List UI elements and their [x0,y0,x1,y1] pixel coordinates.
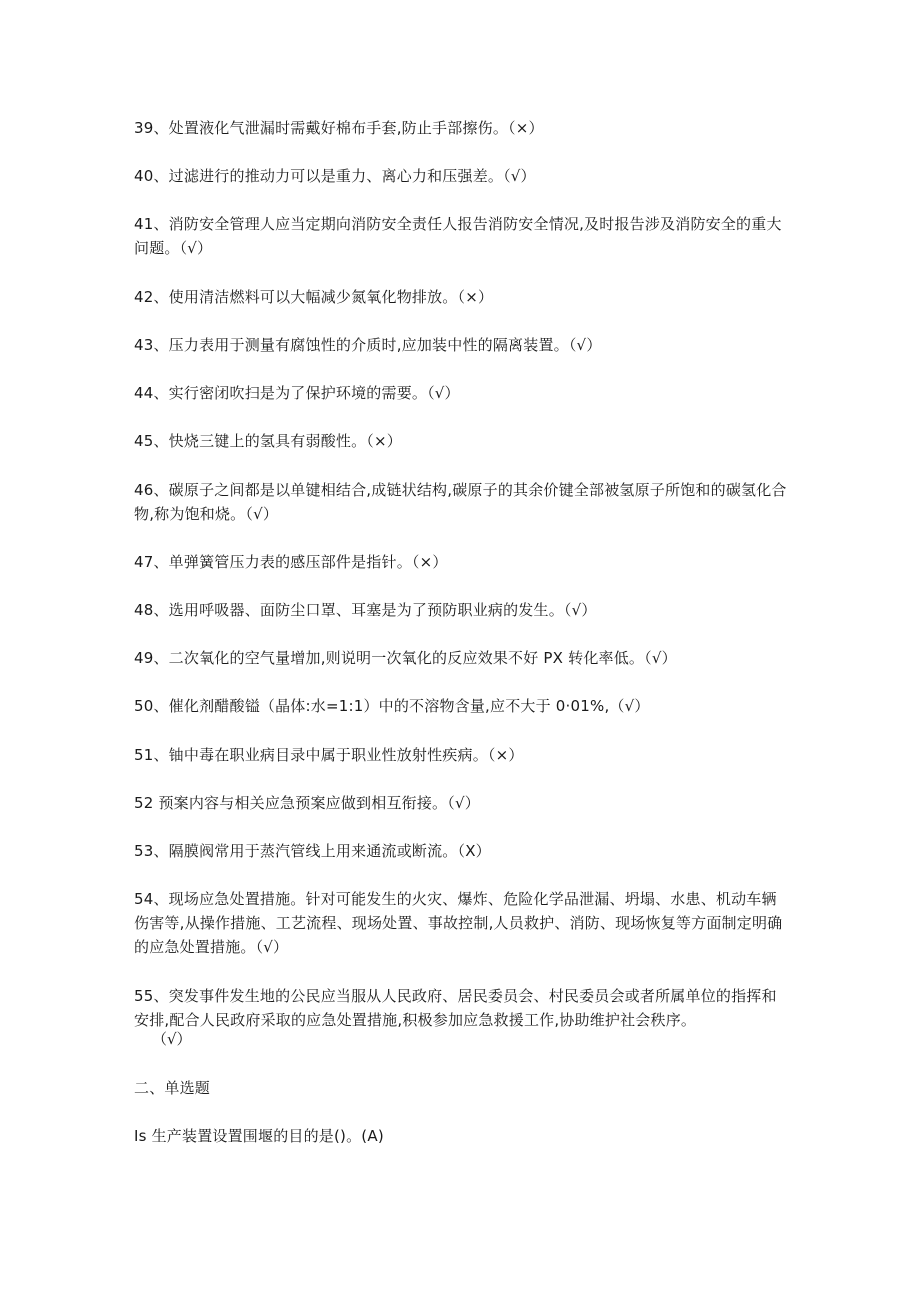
section-title: 二、单选题 [134,1079,211,1097]
question-43: 43、压力表用于测量有腐蚀性的介质时,应加装中性的隔离装置。（√） [134,336,602,354]
question-50: 50、催化剂醋酸镒（晶体:水=1:1）中的不溶物含量,应不大于 0·01%,（√） [134,697,650,715]
question-54-line-3: 的应急处置措施。（√） [134,938,289,956]
question-47: 47、单弹簧管压力表的感压部件是指针。（×） [134,553,448,571]
question-55-line-1: 55、突发事件发生地的公民应当服从人民政府、居民委员会、村民委员会或者所属单位的指挥和 [134,987,777,1005]
question-46-line-1: 46、碳原子之间都是以单键相结合,成链状结构,碳原子的其余价键全部被氢原子所饱和的碳氢化合 [134,481,787,499]
question-44: 44、实行密闭吹扫是为了保护环境的需要。（√） [134,384,460,402]
question-45: 45、快烧三键上的氢具有弱酸性。（×） [134,432,402,450]
question-41-line-2: 问题。（√） [134,239,213,257]
question-48: 48、选用呼吸器、面防尘口罩、耳塞是为了预防职业病的发生。（√） [134,601,597,619]
question-46-line-2: 物,称为饱和烧。（√） [134,505,279,523]
question-41-line-1: 41、消防安全管理人应当定期向消防安全责任人报告消防安全情况,及时报告涉及消防安全的重大 [134,215,782,233]
question-49: 49、二次氧化的空气量增加,则说明一次氧化的反应效果不好 PX 转化率低。（√） [134,649,677,667]
question-55-line-3: （√） [152,1030,192,1048]
question-54-line-2: 伤害等,从操作措施、工艺流程、现场处置、事故控制,人员救护、消防、现场恢复等方面制定明确 [134,914,783,932]
question-42: 42、使用清洁燃料可以大幅减少氮氧化物排放。（×） [134,288,494,306]
question-52: 52 预案内容与相关应急预案应做到相互衔接。（√） [134,794,480,812]
question-55-line-2: 安排,配合人民政府采取的应急处置措施,积极参加应急救援工作,协助维护社会秩序。 [134,1011,697,1029]
single-choice-question-1: Is 生产装置设置围堰的目的是()。(A) [134,1127,384,1145]
question-39: 39、处置液化气泄漏时需戴好棉布手套,防止手部擦伤。（×） [134,119,544,137]
question-54-line-1: 54、现场应急处置措施。针对可能发生的火灾、爆炸、危险化学品泄漏、坍塌、水患、机动车辆 [134,890,777,908]
question-40: 40、过滤进行的推动力可以是重力、离心力和压强差。（√） [134,167,536,185]
question-51: 51、铀中毒在职业病目录中属于职业性放射性疾病。（×） [134,746,524,764]
question-53: 53、隔膜阀常用于蒸汽管线上用来通流或断流。（X） [134,842,491,860]
